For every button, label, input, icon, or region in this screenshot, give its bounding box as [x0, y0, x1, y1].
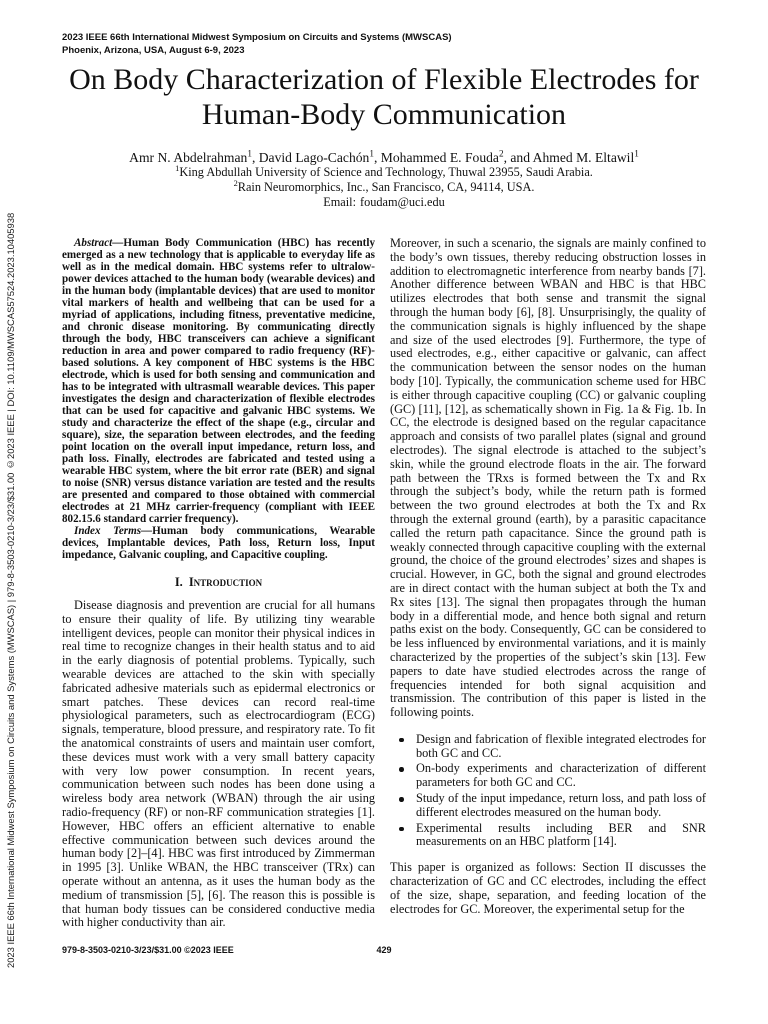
affiliation-mark: 2: [233, 178, 238, 188]
closing-paragraph: This paper is organized as follows: Section II discusses the characterization of GC and CC electrodes, including the effect of the size, shape, separation, and feeding location of the electrodes for GC. Moreover, the experimental setup for the: [390, 860, 706, 916]
index-terms-label: Index Terms—: [74, 525, 153, 537]
bullet-icon: [399, 767, 404, 772]
introduction-paragraph: Disease diagnosis and prevention are crucial for all humans to ensure their quality of life. By utilizing tiny wearable intelligent devices, people can monitor their physical indices in real time to recognize changes in their health status and to aid in the early diagnosis of potential problems. Typically, such wearable devices are attached to the skin with specially fabricated adhesive materials such as epidermal electronics or smart patches. These devices can record real-time physiological parameters, such as electrocardiogram (ECG) signals, temperature, blood pressure, and respiratory rate. To fit the anatomical constraints of users and maintain user comfort, these devices must work with a very small battery capacity with very low power consumption. In recent years, communication between such nodes has been done using a wireless body area network (WBAN) through the air using radio-frequency (RF) or non-RF communication strategies [1]. However, HBC offers an efficient alternative to enable effective communication between such devices around the human body [2]–[4]. HBC was first introduced by Zimmerman in 1995 [3]. Unlike WBAN, the HBC transceiver (TRx) can operate without an antenna, as it uses the human body as the medium of transmission [5], [6]. The reason this is possible is that human body tissues can be considered conductive media with higher conductivity than air.: [62, 598, 375, 930]
author-name: Amr N. Abdelrahman: [129, 150, 248, 165]
list-item-text: Experimental results including BER and SNR measurements on an HBC platform [14].: [416, 820, 706, 849]
list-item-text: Design and fabrication of flexible integrated electrodes for both GC and CC.: [416, 731, 706, 760]
author-separator: ,: [373, 150, 381, 165]
conference-header: [62, 31, 722, 57]
index-terms: [62, 525, 375, 561]
list-item: [390, 822, 706, 850]
abstract-text: Human Body Communication (HBC) has recently emerged as a new technology that is applicable to everyday life as well as in the medical domain. HBC systems refer to ultralow-power devices attached to the human body (wearable devices) and in the human body (implantable devices) that are used to monitor vital markers of health and wellbeing that can be used for a myriad of applications, including fitness, preventative medicine, and chronic disease monitoring. By communicating directly through the body, HBC transceivers can achieve a significant reduction in area and power compared to radio frequency (RF)-based solutions. A key component of HBC systems is the HBC electrode, which is used for both sensing and communication and has to be integrated with ultrasmall wearable devices. This paper investigates the design and characterization of flexible electrodes that can be used for capacitive and galvanic HBC systems. We study and characterize the effect of the shape (e.g., circular and square), size, the separation between electrodes, and the feeding point location on the overall input impedance, return loss, and path loss. Finally, electrodes are fabricated and tested using a wearable HBC system, where the bit error rate (BER) and signal to noise (SNR) versus distance variation are tested and the results are presented and compared to those obtained with commercial electrodes at 21 MHz carrier-frequency (compliant with IEEE 802.15.6 standard carrier frequency).: [62, 237, 375, 525]
author-affiliation-mark: 1: [634, 148, 639, 159]
email-address: foudam@uci.edu: [360, 195, 445, 209]
list-item-text: Study of the input impedance, return loss, and path loss of different electrodes measured on the human body.: [416, 791, 706, 819]
author-name: David Lago-Cachón: [258, 150, 370, 165]
sidebar-citation: 2023 IEEE 66th International Midwest Symposium on Circuits and Systems (MWSCAS) | 979-8-3503-0210-3/23/$31.00 ©2023 IEEE | DOI: 10.1109/MWSCAS57524.2023.10405938: [5, 212, 16, 968]
section-title: Introduction: [188, 575, 263, 589]
contribution-list: [390, 733, 706, 849]
conference-location: Phoenix, Arizona, USA, August 6-9, 2023: [62, 45, 245, 56]
list-item: [390, 792, 706, 820]
section-heading: [62, 575, 375, 589]
abstract: [62, 237, 375, 525]
conference-name: 2023 IEEE 66th International Midwest Symposium on Circuits and Systems (MWSCAS): [62, 32, 452, 43]
author-name: Mohammed E. Fouda: [380, 150, 499, 165]
right-column: [390, 237, 706, 938]
list-item-text: On-body experiments and characterization of different parameters for both GC and CC.: [416, 761, 706, 790]
page-number: 429: [376, 945, 392, 955]
list-item: [390, 762, 706, 790]
paper-title-line-1: On Body Characterization of Flexible Electrodes for: [69, 63, 699, 96]
bullet-icon: [399, 827, 404, 832]
paper-title: [40, 62, 728, 132]
index-terms-text: Human body communications, Wearable devices, Implantable devices, Path loss, Return loss, Input impedance, Galvanic coupling, and Capacitive coupling.: [62, 525, 375, 561]
author-affiliation-mark: 2: [498, 148, 504, 159]
footer-isbn: 979-8-3503-0210-3/23/$31.00 ©2023 IEEE: [62, 945, 234, 955]
body-paragraph: Moreover, in such a scenario, the signals are mainly confined to the body’s own tissues, thereby reducing obstruction losses in addition to electromagnetic interference from nearby bands [7]. Another difference between WBAN and HBC is that HBC utilizes electrodes that both sense and transmit the signal through the human body [6], [8]. Unsurprisingly, the quality of the communication signals is highly influenced by the shape and size of the used electrodes [9]. Furthermore, the type of used electrodes, e.g., either capacitive or galvanic, can affect the communication between the sensor nodes on the human body [10]. Typically, the communication scheme used for HBC is either through capacitive coupling (CC) or galvanic coupling (GC) [11], [12], as schematically shown in Fig. 1a & Fig. 1b. In CC, the electrode is designed based on the regular capacitance approach and consists of two parallel plates (signal and ground electrodes). The signal electrode is attached to the subject’s skin, while the ground electrode floats in the air. The forward path between the TRxs is formed between the Tx and Rx through the subject’s body, while the return path is formed between the two ground electrodes at both the Tx and Rx through the external ground (earth), by a parasitic capacitance called the return path capacitance. Since the ground path is weakly connected through capacitive coupling with the external ground, the choice of the ground electrodes’ sizes and shapes is crucial. However, in GC, both the signal and ground electrodes are in direct contact with the human subject at both the Tx and Rx sites [13]. The signal then propagates through the human body in a differential mode, and hence both signal and return paths exist on the body. Consequently, GC can be considered to be less influenced by environmental variations, and it is mainly characterized by the properties of the subject’s skin [13]. Few papers to date have studied electrodes across the range of frequencies intended for both signal acquisition and transmission. The contribution of this paper is listed in the following points.: [390, 237, 706, 720]
affiliation-mark: 1: [175, 163, 180, 173]
contact-email: [30, 195, 738, 210]
list-item: [390, 733, 706, 761]
abstract-label: Abstract—: [74, 237, 124, 249]
section-number: I.: [174, 575, 183, 589]
bullet-icon: [399, 797, 404, 802]
affiliation-text: King Abdullah University of Science and Technology, Thuwal 23955, Saudi Arabia.: [179, 165, 593, 179]
author-affiliation-mark: 1: [369, 148, 374, 159]
author-separator: , and: [503, 150, 533, 165]
author-name: Ahmed M. Eltawil: [532, 150, 635, 165]
email-label: Email:: [323, 195, 357, 209]
left-column: [62, 237, 375, 938]
paper-title-line-2: Human-Body Communication: [201, 98, 567, 131]
bullet-icon: [399, 738, 404, 743]
affiliation: [30, 180, 738, 195]
affiliation-text: Rain Neuromorphics, Inc., San Francisco, CA, 94114, USA.: [237, 180, 535, 194]
author-affiliation-mark: 1: [247, 148, 252, 159]
author-separator: ,: [251, 150, 259, 165]
affiliation: [30, 165, 738, 180]
author-list: [30, 149, 738, 166]
